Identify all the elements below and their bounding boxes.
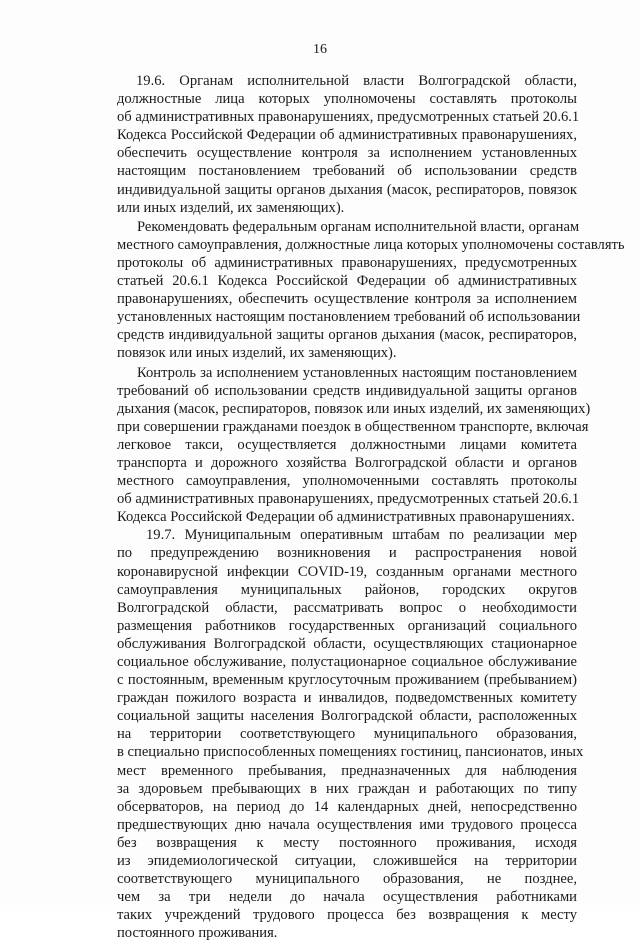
document-body <box>117 72 625 943</box>
text-line: обеспечить осуществление контроля за исполнением установленных <box>117 145 577 162</box>
paragraph-transport-control <box>117 364 591 527</box>
text-line: с постоянным, временным круглосуточным проживанием (пребыванием) <box>117 672 577 689</box>
text-line: мест временного пребывания, предназначенных для наблюдения <box>117 762 577 779</box>
text-line: обслуживания Волгоградской области, осуществляющих стационарное <box>117 635 577 652</box>
page-number: 16 <box>313 42 327 57</box>
text-line: Рекомендовать федеральным органам исполнительной власти, органам <box>137 218 580 235</box>
text-line: местного самоуправления, должностные лица которых уполномочены составлять <box>117 236 625 253</box>
paragraph-19-7 <box>117 526 584 942</box>
text-line: статьей 20.6.1 Кодекса Российской Федерации об административных <box>117 273 577 290</box>
text-line: соответствующего муниципального образования, не позднее, <box>117 871 577 888</box>
text-line: об административных правонарушениях, предусмотренных статьей 20.6.1 <box>117 109 580 126</box>
text-line: постоянного проживания. <box>117 925 278 942</box>
text-line: размещения работников государственных организаций социального <box>117 617 577 634</box>
text-line: индивидуальной защиты органов дыхания (масок, респираторов, повязок <box>117 181 577 198</box>
text-line: за здоровьем пребывающих в них граждан и работающих по типу <box>117 780 577 797</box>
text-line: при совершении гражданами поездок в общественном транспорте, включая <box>117 418 589 435</box>
text-line: социальной защиты населения Волгоградской области, расположенных <box>117 708 577 725</box>
text-line: из эпидемиологической ситуации, сложившейся на территории <box>117 853 577 870</box>
text-line: протоколы об административных правонарушениях, предусмотренных <box>117 254 577 271</box>
text-line: в специально приспособленных помещениях гостиниц, пансионатов, иных <box>117 744 584 761</box>
text-line: предшествующих дню начала осуществления ими трудового процесса <box>117 816 577 833</box>
text-line: 19.7. Муниципальным оперативным штабам по реализации мер <box>146 527 577 544</box>
text-line: Контроль за исполнением установленных настоящим постановлением <box>137 364 577 381</box>
text-line: установленных настоящим постановлением требований об использовании <box>117 309 581 326</box>
text-line: граждан пожилого возраста и инвалидов, подведомственных комитету <box>117 690 577 707</box>
text-line: легковое такси, осуществляется должностными лицами комитета <box>117 436 577 453</box>
text-line: средств индивидуальной защиты органов дыхания (масок, респираторов, <box>117 327 577 344</box>
text-line: без возвращения к месту постоянного проживания, исходя <box>117 834 577 851</box>
text-line: по предупреждению возникновения и распространения новой <box>117 545 577 562</box>
text-line: таких учреждений трудового процесса без возвращения к месту <box>117 907 577 924</box>
text-line: социальное обслуживание, полустационарное социальное обслуживание <box>117 654 577 670</box>
text-line: должностные лица которых уполномочены составлять протоколы <box>117 91 577 108</box>
text-line: Кодекса Российской Федерации об административных правонарушениях. <box>117 509 575 526</box>
text-line: повязок или иных изделий, их заменяющих). <box>117 345 397 362</box>
text-line: самоуправления муниципальных районов, городских округов <box>117 581 577 598</box>
text-line: об административных правонарушениях, предусмотренных статьей 20.6.1 <box>117 491 580 508</box>
text-line: дыхания (масок, респираторов, повязок или иных изделий, их заменяющих) <box>117 400 591 417</box>
text-line: обсерваторов, на период до 14 календарных дней, непосредственно <box>117 798 577 815</box>
paragraph-federal-recommendation <box>117 218 625 363</box>
text-line: требований об использовании средств индивидуальной защиты органов <box>117 382 577 399</box>
text-line: транспорта и дорожного хозяйства Волгоградской области и органов <box>117 454 577 471</box>
text-line: или иных изделий, их заменяющих). <box>117 199 345 216</box>
text-line: правонарушениях, обеспечить осуществление контроля за исполнением <box>117 291 577 308</box>
text-line: на территории соответствующего муниципального образования, <box>117 726 577 743</box>
text-line: настоящим постановлением требований об использовании средств <box>117 163 577 180</box>
text-line: Волгоградской области, рассматривать вопрос о необходимости <box>117 599 577 616</box>
paragraph-19-6 <box>117 72 580 217</box>
text-line: местного самоуправления, уполномоченными составлять протоколы <box>117 473 577 490</box>
text-line: коронавирусной инфекции COVID-19, созданным органами местного <box>117 563 577 580</box>
text-line: Кодекса Российской Федерации об административных правонарушениях, <box>117 127 577 144</box>
text-line: чем за три недели до начала осуществления работниками <box>117 889 577 906</box>
text-line: 19.6. Органам исполнительной власти Волгоградской области, <box>136 73 577 89</box>
